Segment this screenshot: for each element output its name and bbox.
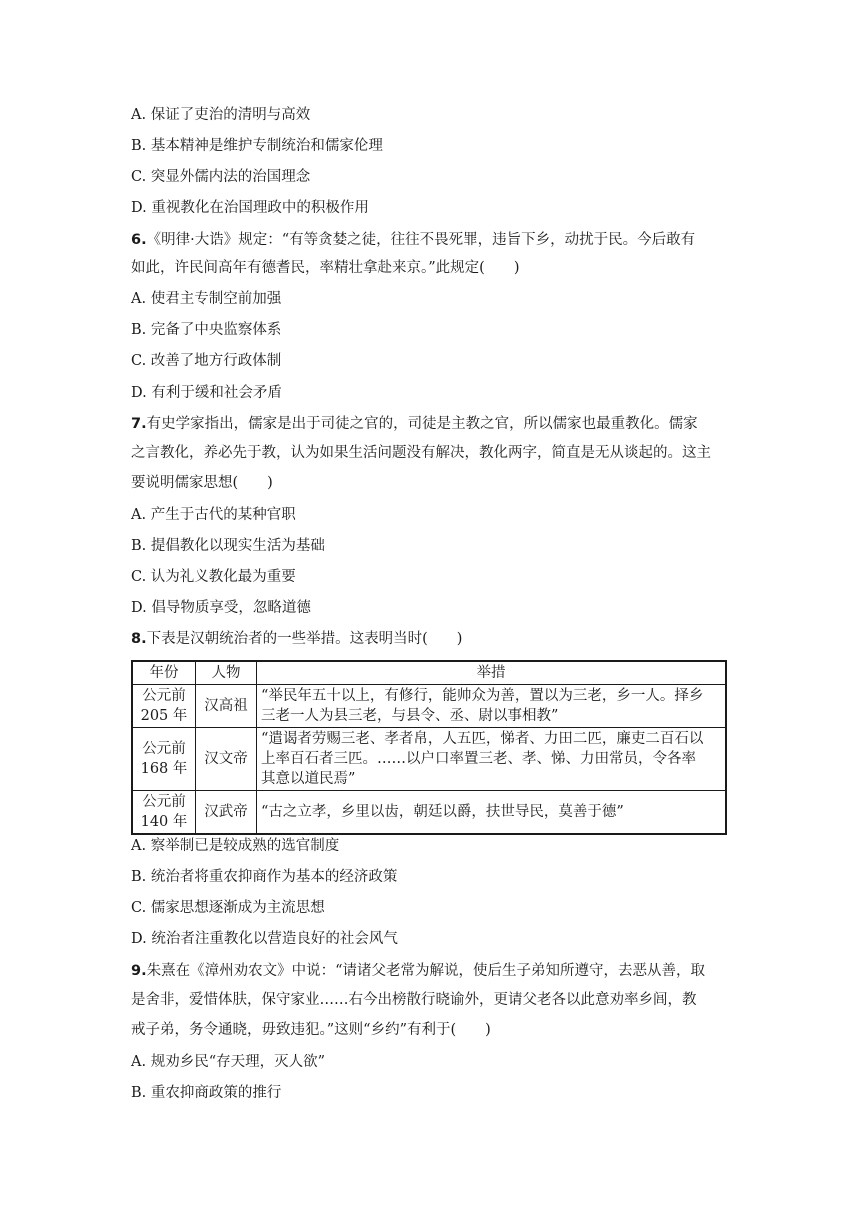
q7-number: 7. <box>131 416 147 432</box>
header-measure: 举措 <box>257 661 727 685</box>
q7-option-d: D. 倡导物质享受，忽略道德 <box>131 600 311 616</box>
row-measure: “古之立孝，乡里以齿，朝廷以爵，扶世导民，莫善于德” <box>257 791 727 835</box>
q6-stem-line2: 如此，许民间高年有德耆民，率精壮拿赴来京。”此规定( ) <box>131 260 520 276</box>
q5-option-a: A. 保证了吏治的清明与高效 <box>131 107 311 123</box>
q8-option-c: C. 儒家思想逐渐成为主流思想 <box>131 900 325 916</box>
q9-stem-text: 朱熹在《漳州劝农文》中说：“请诸父老常为解说，使后生子弟知所遵守，去恶从善，取 <box>146 963 706 979</box>
table-row <box>132 685 726 728</box>
row-measure: “遣谒者劳赐三老、孝者帛，人五匹，悌者、力田二匹，廉吏二百石以 上率百石者三匹。……以户口率置三老、孝、悌、力田常员，令各率 其意以道民焉” <box>257 728 727 791</box>
q8-option-b: B. 统治者将重农抑商作为基本的经济政策 <box>131 869 398 885</box>
q6-option-b: B. 完备了中央监察体系 <box>131 322 282 338</box>
q7-stem-line1 <box>131 414 698 434</box>
q6-stem-text: 《明律·大诰》规定：“有等贪婪之徒，往往不畏死罪，违旨下乡，动扰于民。今后敢有 <box>146 232 696 248</box>
q9-stem-line3: 戒子弟，务令通晓，毋致违犯。”这则“乡约”有利于( ) <box>131 1022 491 1038</box>
table-row <box>132 728 726 791</box>
row-person: 汉高祖 <box>196 685 257 728</box>
q9-number: 9. <box>131 963 147 979</box>
q6-option-a: A. 使君主专制空前加强 <box>131 291 282 307</box>
q5-option-c: C. 突显外儒内法的治国理念 <box>131 169 311 185</box>
table-header-row <box>132 661 726 685</box>
q5-option-d: D. 重视教化在治国理政中的积极作用 <box>131 200 369 216</box>
header-person: 人物 <box>196 661 257 685</box>
row-year: 公元前 205 年 <box>132 685 196 728</box>
q8-option-a: A. 察举制已是较成熟的选官制度 <box>131 838 340 854</box>
header-year: 年份 <box>132 661 196 685</box>
row-person: 汉文帝 <box>196 728 257 791</box>
q9-stem-line1 <box>131 961 705 981</box>
row-year: 公元前 140 年 <box>132 791 196 835</box>
q6-number: 6. <box>131 232 147 248</box>
han-measures-table <box>131 660 727 835</box>
q7-stem-line3: 要说明儒家思想( ) <box>131 475 273 491</box>
q8-stem <box>131 629 462 649</box>
q7-stem-text: 有史学家指出，儒家是出于司徒之官的，司徒是主教之官，所以儒家也最重教化。儒家 <box>146 416 698 432</box>
q6-option-d: D. 有利于缓和社会矛盾 <box>131 385 282 401</box>
row-year: 公元前 168 年 <box>132 728 196 791</box>
q9-stem-line2: 是舍非，爱惜体肤，保守家业……右今出榜散行晓谕外，更请父老各以此意劝率乡闾，教 <box>131 992 697 1008</box>
q5-option-b: B. 基本精神是维护专制统治和儒家伦理 <box>131 138 383 154</box>
q7-option-c: C. 认为礼义教化最为重要 <box>131 569 296 585</box>
q7-stem-line2: 之言教化，养必先于教，认为如果生活问题没有解决，教化两字，简直是无从谈起的。这主 <box>131 445 711 461</box>
row-measure: “举民年五十以上，有修行，能帅众为善，置以为三老，乡一人。择乡 三老一人为县三老，与县令、丞、尉以事相教” <box>257 685 727 728</box>
q7-option-a: A. 产生于古代的某种官职 <box>131 507 296 523</box>
row-person: 汉武帝 <box>196 791 257 835</box>
q9-option-a: A. 规劝乡民“存天理，灭人欲” <box>131 1054 326 1070</box>
q9-option-b: B. 重农抑商政策的推行 <box>131 1085 282 1101</box>
q8-option-d: D. 统治者注重教化以营造良好的社会风气 <box>131 931 398 947</box>
q8-number: 8. <box>131 631 147 647</box>
table-row <box>132 791 726 835</box>
q6-stem-line1 <box>131 230 695 250</box>
q7-option-b: B. 提倡教化以现实生活为基础 <box>131 538 325 554</box>
q6-option-c: C. 改善了地方行政体制 <box>131 353 282 369</box>
q8-stem-text: 下表是汉朝统治者的一些举措。这表明当时( ) <box>146 631 463 647</box>
